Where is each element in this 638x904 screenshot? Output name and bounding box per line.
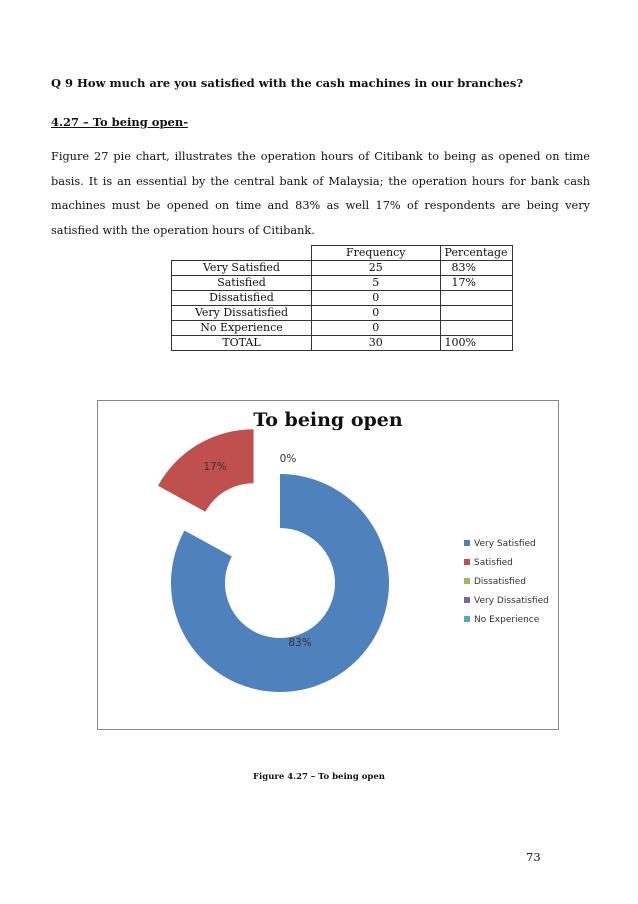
- doughnut-chart: [98, 401, 558, 729]
- table-row: [172, 306, 513, 321]
- table-row: [172, 291, 513, 306]
- table-cell: Very Satisfied: [172, 261, 312, 276]
- legend-swatch: [464, 597, 470, 603]
- question-heading: Q 9 How much are you satisfied with the cash machines in our branches?: [51, 76, 524, 90]
- table-cell: Dissatisfied: [172, 291, 312, 306]
- table-cell: 17%: [440, 276, 512, 291]
- legend-label: No Experience: [474, 615, 540, 625]
- table-header-cell: Frequency: [311, 246, 440, 261]
- legend-swatch: [464, 578, 470, 584]
- page-number: 73: [526, 850, 541, 864]
- data-label: 0%: [279, 453, 297, 465]
- table-row: [172, 276, 513, 291]
- table-row: [172, 336, 513, 351]
- table-cell: Very Dissatisfied: [172, 306, 312, 321]
- figure-caption: Figure 4.27 – To being open: [253, 772, 385, 782]
- data-label: 83%: [288, 637, 312, 649]
- legend-label: Dissatisfied: [474, 577, 526, 587]
- frequency-table: [171, 245, 513, 351]
- legend-swatch: [464, 616, 470, 622]
- table-cell: [440, 306, 512, 321]
- legend-swatch: [464, 540, 470, 546]
- table-header-cell: [172, 246, 312, 261]
- table-cell: No Experience: [172, 321, 312, 336]
- legend-label: Very Dissatisfied: [474, 596, 549, 606]
- table-cell: Satisfied: [172, 276, 312, 291]
- table-cell: 100%: [440, 336, 512, 351]
- table-header-row: [172, 246, 513, 261]
- body-paragraph: Figure 27 pie chart, illustrates the operation hours of Citibank to being as opened on time basis. It is an essential by the central bank of Malaysia; the operation hours for bank cash machines must be opened on time and 83% as well 17% of respondents are being very satisfied with the operation hours of Citibank.: [51, 150, 590, 237]
- table-cell: [440, 321, 512, 336]
- table-cell: 0: [311, 321, 440, 336]
- chart-title: To being open: [253, 409, 403, 431]
- table-cell: TOTAL: [172, 336, 312, 351]
- table-cell: 0: [311, 291, 440, 306]
- data-label: 17%: [203, 461, 227, 473]
- legend-label: Satisfied: [474, 558, 513, 568]
- table-cell: 0: [311, 306, 440, 321]
- legend-label: Very Satisfied: [474, 539, 536, 549]
- table-row: [172, 261, 513, 276]
- table-cell: 25: [311, 261, 440, 276]
- table-cell: 30: [311, 336, 440, 351]
- table-row: [172, 321, 513, 336]
- table-header-cell: Percentage: [440, 246, 512, 261]
- legend-swatch: [464, 559, 470, 565]
- table-cell: 5: [311, 276, 440, 291]
- table-cell: [440, 291, 512, 306]
- chart-container: [97, 400, 559, 730]
- section-subheading: 4.27 – To being open-: [51, 115, 188, 129]
- table-cell: 83%: [440, 261, 512, 276]
